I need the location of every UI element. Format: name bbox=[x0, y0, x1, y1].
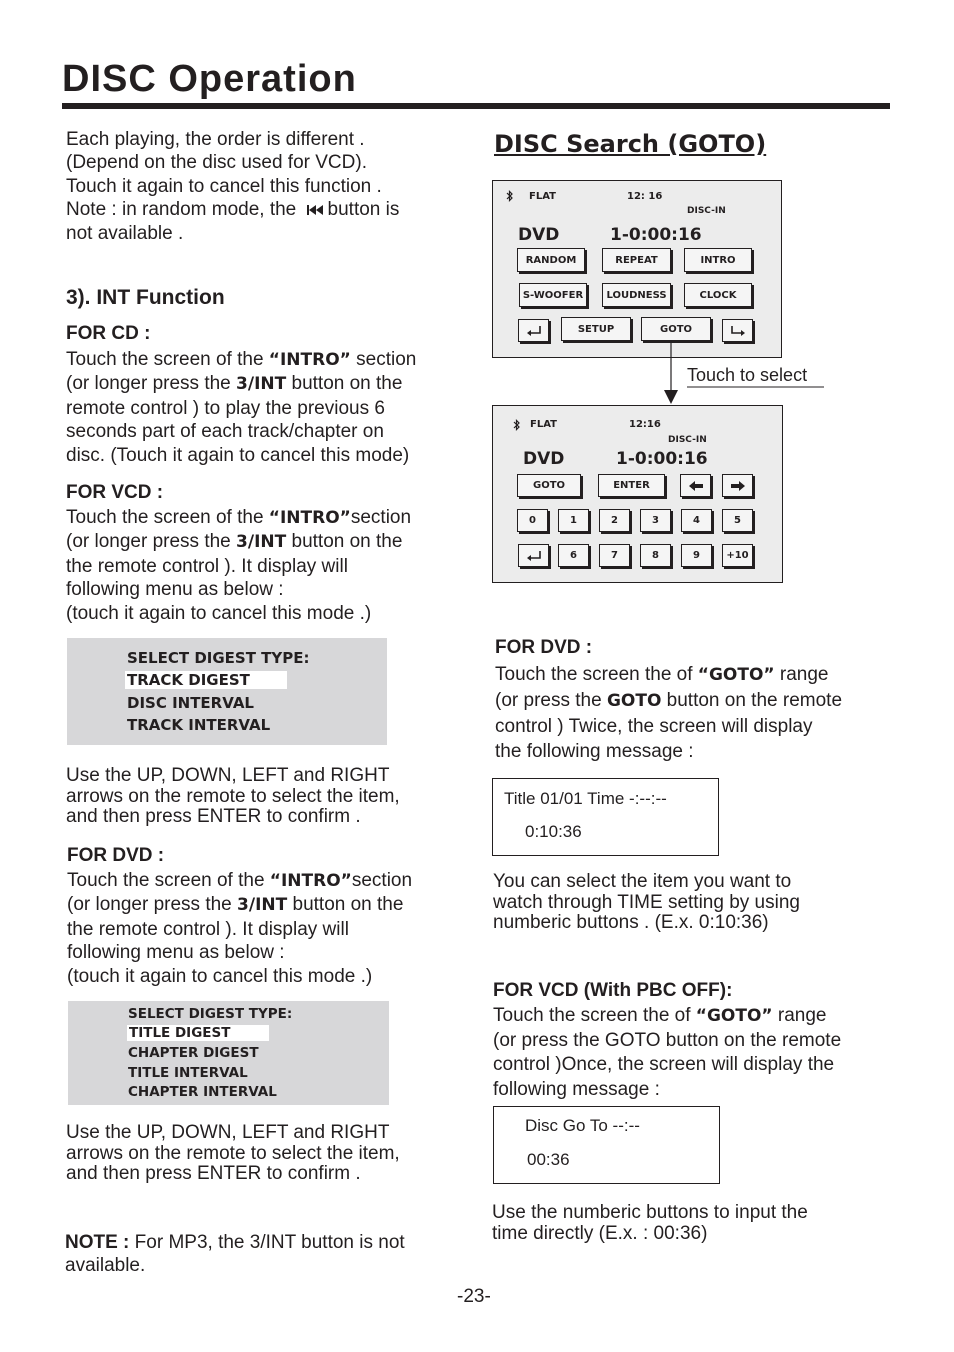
bluetooth-icon bbox=[513, 419, 521, 431]
for-dvd-paragraph: Touch the screen of the “INTRO”section (or longer press the 3/INT button on the the remote control ). It display will following menu as below : (touch it again to cancel this mode .) bbox=[67, 870, 413, 987]
goto-for-dvd-paragraph: Touch the screen the of “GOTO” range (or press the GOTO button on the remote control ) Twice, the screen will display the following message : bbox=[495, 664, 843, 762]
selected-menu-item: TITLE DIGEST bbox=[127, 1025, 269, 1041]
disc-search-heading: DISC Search (GOTO) bbox=[494, 130, 767, 158]
selected-menu-item: TRACK DIGEST bbox=[125, 671, 287, 689]
goto-keypad-screen: FLAT 12:16 DISC-IN DVD 1-0:00:16 GOTO ENTER 0 1 2 3 4 5 6 7 8 9 +10 bbox=[492, 405, 783, 583]
s-woofer-button[interactable]: S-WOOFER bbox=[519, 283, 587, 307]
for-vcd-paragraph: Touch the screen of the “INTRO”section (or longer press the 3/INT button on the the remote control ). It display will following menu as below : (touch it again to cancel this mode .) bbox=[66, 507, 412, 624]
intro-paragraph: Each playing, the order is different . (Depend on the disc used for VCD). Touch it again to cancel this function . Note : in random mode, the button is not available . bbox=[66, 129, 400, 244]
digit-0-button[interactable]: 0 bbox=[517, 509, 548, 532]
return-button[interactable] bbox=[518, 544, 549, 567]
digit-1-button[interactable]: 1 bbox=[558, 509, 589, 532]
digit-4-button[interactable]: 4 bbox=[681, 509, 712, 532]
vcd-goto-instructions: Use the numberic buttons to input the time directly (E.x. : 00:36) bbox=[492, 1202, 808, 1244]
goto-button[interactable]: GOTO bbox=[641, 317, 711, 341]
vcd-goto-message: Disc Go To --:-- 00:36 bbox=[493, 1106, 720, 1184]
dvd-digest-menu: SELECT DIGEST TYPE: TITLE DIGEST CHAPTER DIGEST TITLE INTERVAL CHAPTER INTERVAL bbox=[68, 1001, 389, 1105]
digit-8-button[interactable]: 8 bbox=[640, 544, 671, 567]
page-number: -23- bbox=[457, 1286, 491, 1307]
plus-10-button[interactable]: +10 bbox=[722, 544, 753, 567]
touch-to-select-label: Touch to select bbox=[687, 365, 808, 385]
goto-for-dvd-heading: FOR DVD : bbox=[495, 637, 593, 658]
setup-button[interactable]: SETUP bbox=[561, 317, 631, 341]
page-title: DISC Operation bbox=[62, 58, 357, 100]
dvd-goto-message: Title 01/01 Time -:--:-- 0:10:36 bbox=[492, 778, 719, 856]
forward-arrow-icon bbox=[730, 325, 746, 337]
goto-for-vcd-heading: FOR VCD (With PBC OFF): bbox=[493, 980, 733, 1001]
intro-button[interactable]: INTRO bbox=[684, 248, 752, 272]
clock-button[interactable]: CLOCK bbox=[684, 283, 752, 307]
return-button[interactable] bbox=[518, 319, 549, 342]
dvd-instructions: Use the UP, DOWN, LEFT and RIGHT arrows on the remote to select the item, and then press ENTER to confirm . bbox=[66, 1122, 400, 1184]
int-function-heading: 3). INT Function bbox=[66, 286, 225, 309]
main-menu-screen: FLAT 12: 16 DISC-IN DVD 1-0:00:16 RANDOM REPEAT INTRO S-WOOFER LOUDNESS CLOCK SETUP GOTO bbox=[492, 180, 782, 358]
goto-for-vcd-paragraph: Touch the screen the of “GOTO” range (or press the GOTO button on the remote control )Once, the screen will display the following message : bbox=[493, 1005, 842, 1100]
for-cd-heading: FOR CD : bbox=[66, 323, 151, 344]
digit-3-button[interactable]: 3 bbox=[640, 509, 671, 532]
left-arrow-button[interactable] bbox=[680, 474, 711, 497]
right-arrow-icon bbox=[730, 481, 746, 491]
dvd-goto-instructions: You can select the item you want to watch through TIME setting by using numberic buttons . (E.x. 0:10:36) bbox=[493, 871, 800, 933]
digit-5-button[interactable]: 5 bbox=[722, 509, 753, 532]
forward-button[interactable] bbox=[722, 319, 753, 342]
return-arrow-icon bbox=[526, 325, 542, 337]
for-vcd-heading: FOR VCD : bbox=[66, 482, 164, 503]
mp3-note: NOTE : For MP3, the 3/INT button is not available. bbox=[65, 1232, 405, 1277]
digit-2-button[interactable]: 2 bbox=[599, 509, 630, 532]
digit-7-button[interactable]: 7 bbox=[599, 544, 630, 567]
bluetooth-icon bbox=[506, 190, 514, 202]
for-cd-paragraph: Touch the screen of the “INTRO” section (or longer press the 3/INT button on the remote control ) to play the previous 6 seconds part of each track/chapter on disc. (Touch it again to cancel this mode) bbox=[66, 349, 417, 466]
title-rule bbox=[62, 103, 890, 109]
random-button[interactable]: RANDOM bbox=[517, 248, 585, 272]
skip-previous-icon bbox=[306, 204, 324, 216]
digit-6-button[interactable]: 6 bbox=[558, 544, 589, 567]
left-arrow-icon bbox=[688, 481, 704, 491]
vcd-digest-menu: SELECT DIGEST TYPE: TRACK DIGEST DISC INTERVAL TRACK INTERVAL bbox=[67, 638, 387, 745]
goto-button[interactable]: GOTO bbox=[517, 474, 581, 497]
loudness-button[interactable]: LOUDNESS bbox=[602, 283, 671, 307]
repeat-button[interactable]: REPEAT bbox=[602, 248, 671, 272]
digit-9-button[interactable]: 9 bbox=[681, 544, 712, 567]
for-dvd-heading: FOR DVD : bbox=[67, 845, 165, 866]
right-arrow-button[interactable] bbox=[722, 474, 753, 497]
return-arrow-icon bbox=[526, 550, 542, 562]
vcd-instructions: Use the UP, DOWN, LEFT and RIGHT arrows on the remote to select the item, and then press ENTER to confirm . bbox=[66, 765, 400, 827]
enter-button[interactable]: ENTER bbox=[598, 474, 665, 497]
